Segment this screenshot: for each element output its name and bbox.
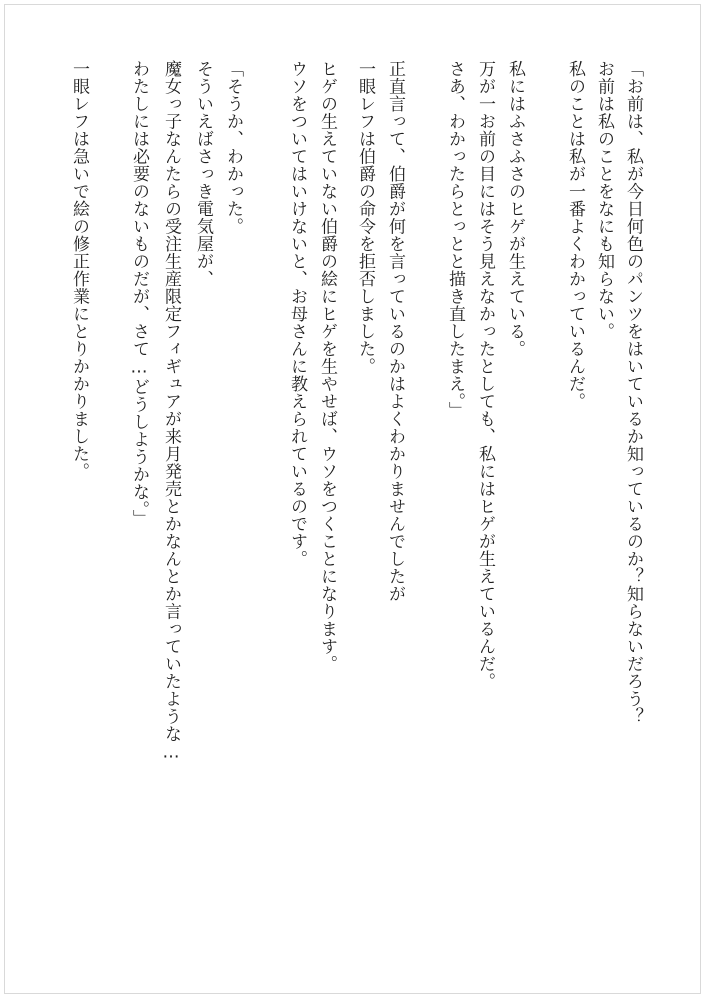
text-line: 私のことは私が一番よくわかっているんだ。 — [565, 60, 585, 410]
text-line: 私にはふさふさのヒゲが生えている。 — [505, 60, 525, 358]
text-line: そういえばさっき電気屋が、 — [193, 60, 213, 288]
manuscript-page — [4, 4, 701, 994]
text-line: わたしには必要のないものだが、さて…どうしようかな。」 — [129, 60, 149, 527]
text-line: 「そうか、わかった。 — [223, 60, 243, 235]
text-line: さあ、わかったらとっとと描き直したまえ。」 — [445, 60, 465, 419]
text-line: 「お前は、私が今日何色のパンツをはいているか知っているのか？知らないだろう？ — [623, 60, 643, 725]
text-line: 魔女っ子なんたらの受注生産限定フィギュアが来月発売とかなんとか言っていたような… — [161, 60, 181, 763]
text-line: 一眼レフは伯爵の命令を拒否しました。 — [355, 60, 375, 375]
text-line: ウソをついてはいけないと、お母さんに教えられているのです。 — [287, 60, 307, 568]
text-line: 万が一お前の目にはそう見えなかったとしても、私にはヒゲが生えているんだ。 — [475, 60, 495, 690]
text-line: 正直言って、伯爵が何を言っているのかはよくわかりませんでしたが — [385, 60, 405, 603]
text-line: ヒゲの生えていない伯爵の絵にヒゲを生やせば、ウソをつくことになります。 — [317, 60, 337, 673]
text-line: 一眼レフは急いで絵の修正作業にとりかかりました。 — [69, 60, 89, 480]
text-line: お前は私のことをなにも知らない。 — [594, 60, 614, 340]
